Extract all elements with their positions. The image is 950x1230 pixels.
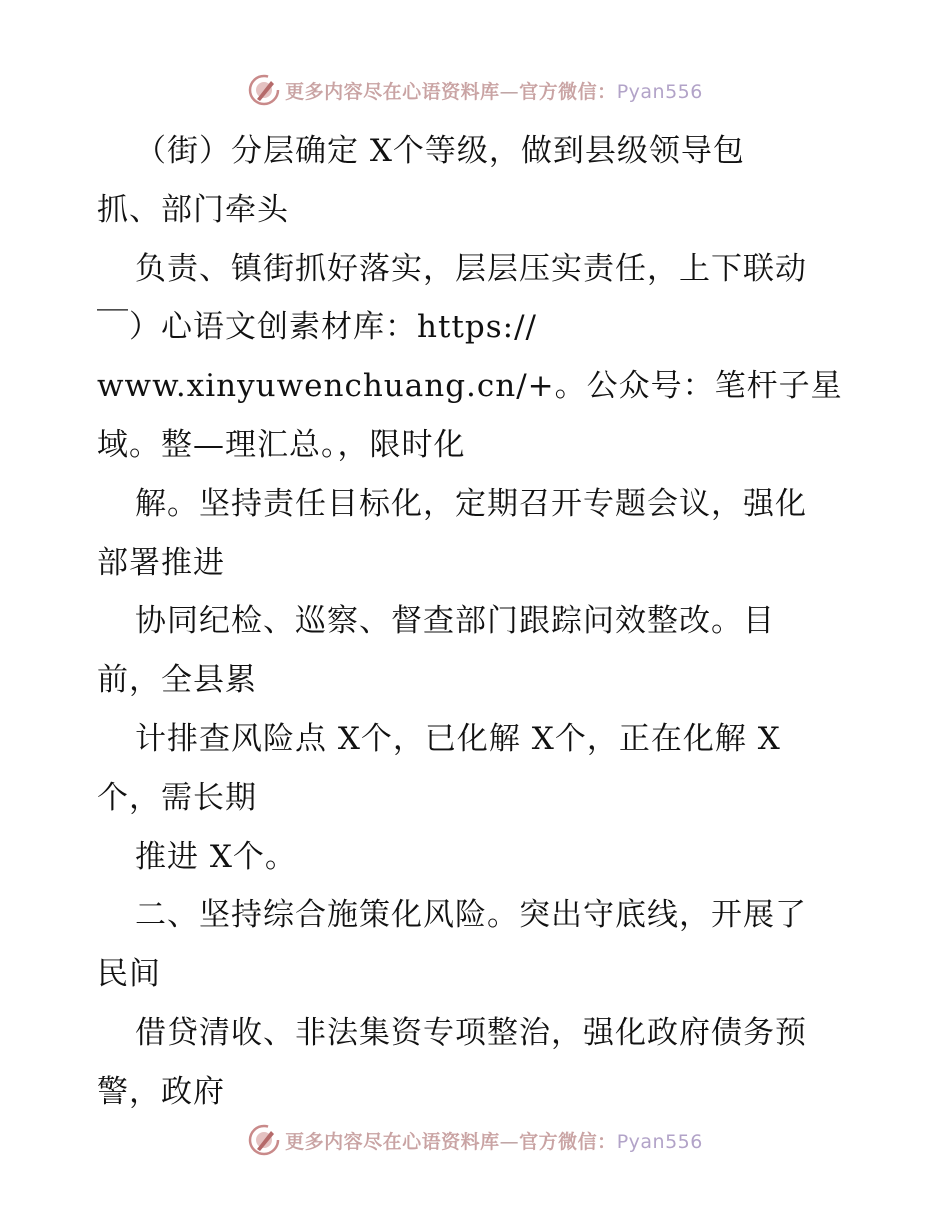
- text-line: 计排查风险点 X个，已化解 X个，正在化解 X: [135, 720, 781, 757]
- text-line: 警，政府: [97, 1073, 225, 1110]
- text-line: 协同纪检、巡察、督查部门跟踪问效整改。目: [135, 603, 775, 640]
- header-watermark: [0, 70, 950, 110]
- text-line: （街）分层确定 X个等级，做到县级领导包: [135, 133, 745, 169]
- text-line: ￣）心语文创素材库：https://: [97, 309, 537, 346]
- text-line: 域。整—理汇总。，限时化: [97, 426, 466, 463]
- document-body: [97, 122, 857, 1122]
- text-line: 负责、镇街抓好落实，层层压实责任，上下联动: [135, 250, 807, 287]
- text-line: 个，需长期: [97, 779, 257, 816]
- text-line: 抓、部门牵头: [97, 191, 289, 228]
- footer-watermark-text: 更多内容尽在心语资料库—官方微信：Pyan556: [285, 1130, 703, 1153]
- text-line: 前，全县累: [97, 662, 257, 699]
- pen-logo-icon: [247, 1123, 281, 1157]
- text-line: 民间: [97, 956, 161, 993]
- text-line: 解。坚持责任目标化，定期召开专题会议，强化: [135, 485, 807, 522]
- text-line: 部署推进: [97, 544, 225, 581]
- text-line: 借贷清收、非法集资专项整治，强化政府债务预: [135, 1014, 807, 1051]
- pen-logo-icon: [247, 73, 281, 107]
- text-line: 二、坚持综合施策化风险。突出守底线，开展了: [135, 897, 807, 934]
- footer-watermark: [0, 1120, 950, 1160]
- text-line: www.xinyuwenchuang.cn/+。公众号：笔杆子星: [97, 368, 843, 405]
- header-watermark-text: 更多内容尽在心语资料库—官方微信：Pyan556: [285, 80, 703, 103]
- text-line: 推进 X个。: [135, 838, 297, 875]
